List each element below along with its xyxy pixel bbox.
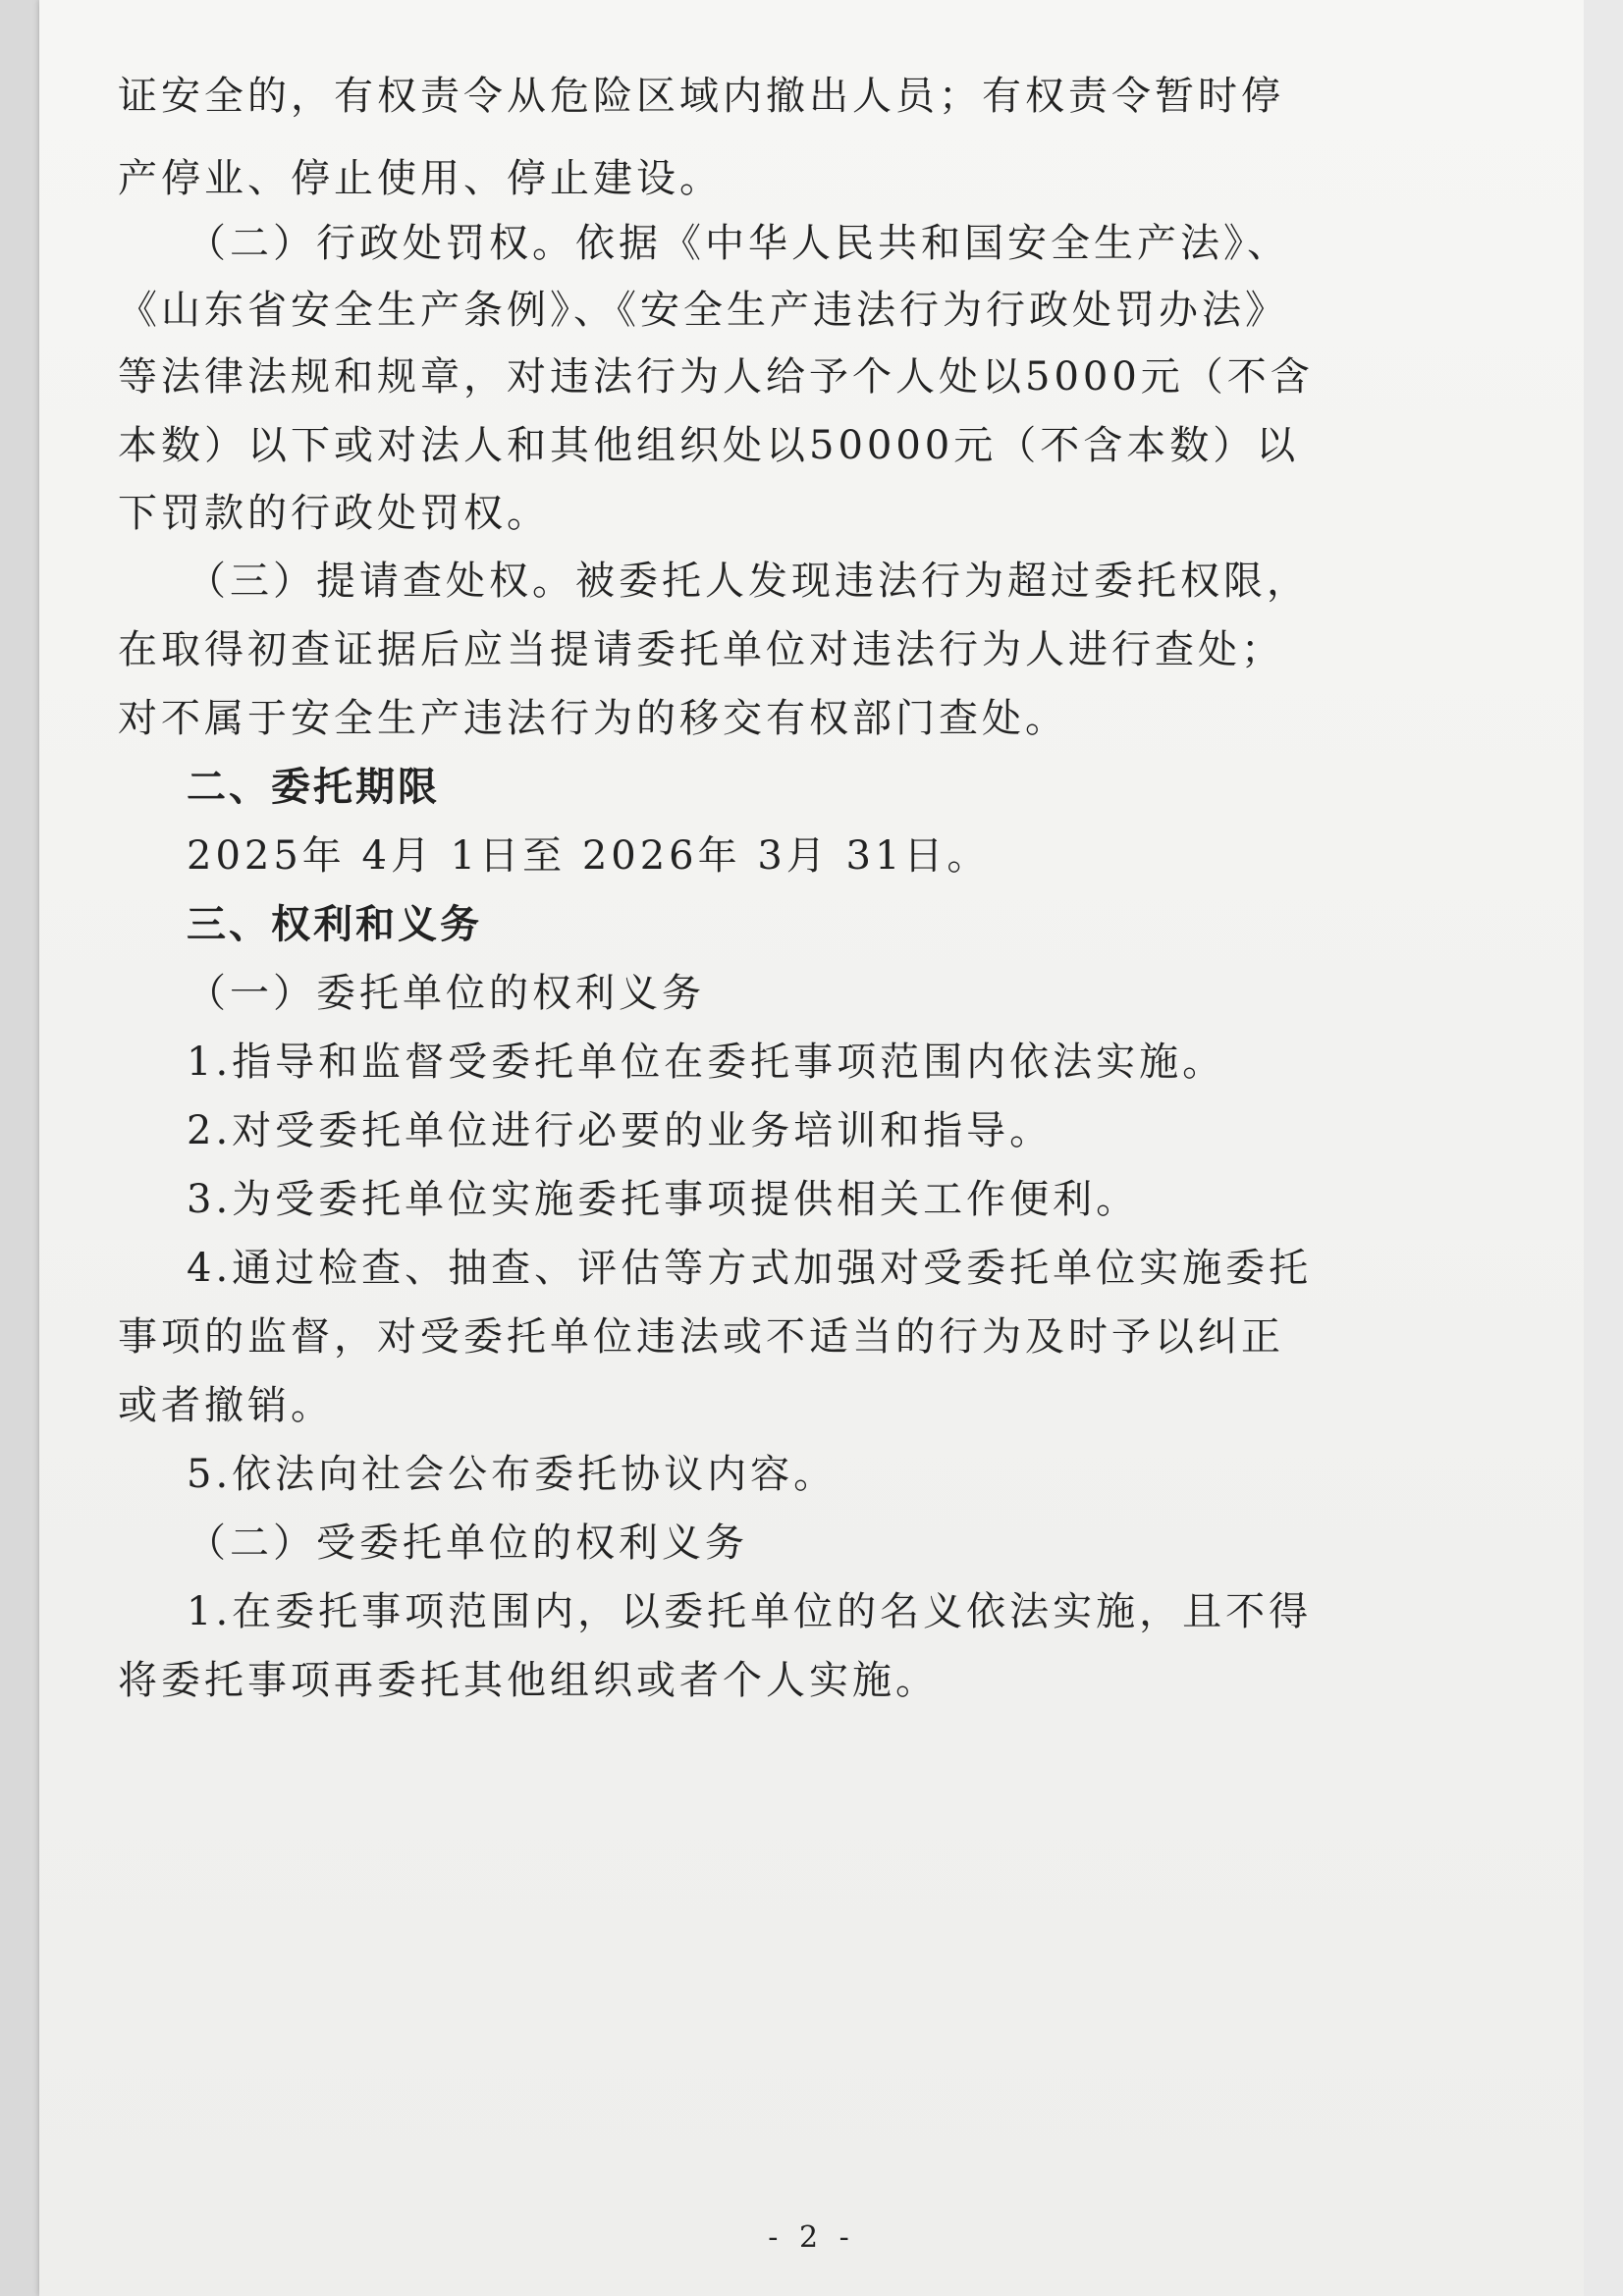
text-line-7: 下罚款的行政处罚权。: [118, 491, 550, 536]
text-line-item-2: 2.对受委托单位进行必要的业务培训和指导。: [187, 1108, 1054, 1153]
section-heading-term: 二、委托期限: [187, 765, 440, 810]
subheading-entrusting-unit: （一）委托单位的权利义务: [187, 971, 705, 1016]
text-line-item-4-cont: 事项的监督，对受委托单位违法或不适当的行为及时予以纠正: [118, 1314, 1284, 1360]
text-line-item-1: 1.指导和监督受委托单位在委托事项范围内依法实施。: [187, 1040, 1226, 1085]
text-line-1: 证安全的，有权责令从危险区域内撤出人员；有权责令暂时停: [118, 74, 1284, 119]
text-line-term-dates: 2025年 4月 1日至 2026年 3月 31日。: [187, 833, 991, 879]
text-line-9: 在取得初查证据后应当提请委托单位对违法行为人进行查处；: [118, 627, 1284, 672]
text-line-item-4-end: 或者撤销。: [118, 1383, 334, 1428]
text-line-item-3: 3.为受委托单位实施委托事项提供相关工作便利。: [187, 1177, 1140, 1222]
text-line-entrusted-item-1-cont: 将委托事项再委托其他组织或者个人实施。: [118, 1658, 939, 1703]
section-heading-rights: 三、权利和义务: [187, 902, 482, 947]
text-line-3: （二）行政处罚权。依据《中华人民共和国安全生产法》、: [187, 221, 1290, 266]
subheading-entrusted-unit: （二）受委托单位的权利义务: [187, 1521, 748, 1566]
text-line-4: 《山东省安全生产条例》、《安全生产违法行为行政处罚办法》: [118, 288, 1288, 333]
page-number: - 2 -: [768, 2220, 855, 2255]
text-line-2: 产停业、停止使用、停止建设。: [118, 156, 723, 201]
page-edge: [1584, 0, 1623, 2296]
text-line-item-4: 4.通过检查、抽查、评估等方式加强对受委托单位实施委托: [187, 1246, 1313, 1291]
text-line-item-5: 5.依法向社会公布委托协议内容。: [187, 1452, 838, 1497]
text-line-6: 本数）以下或对法人和其他组织处以50000元（不含本数）以: [118, 423, 1300, 468]
text-line-entrusted-item-1: 1.在委托事项范围内，以委托单位的名义依法实施，且不得: [187, 1589, 1313, 1634]
document-page: [39, 0, 1584, 2296]
text-line-10: 对不属于安全生产违法行为的移交有权部门查处。: [118, 696, 1068, 741]
text-line-5: 等法律法规和规章，对违法行为人给予个人处以5000元（不含: [118, 354, 1314, 400]
text-line-8: （三）提请查处权。被委托人发现违法行为超过委托权限，: [187, 559, 1310, 604]
